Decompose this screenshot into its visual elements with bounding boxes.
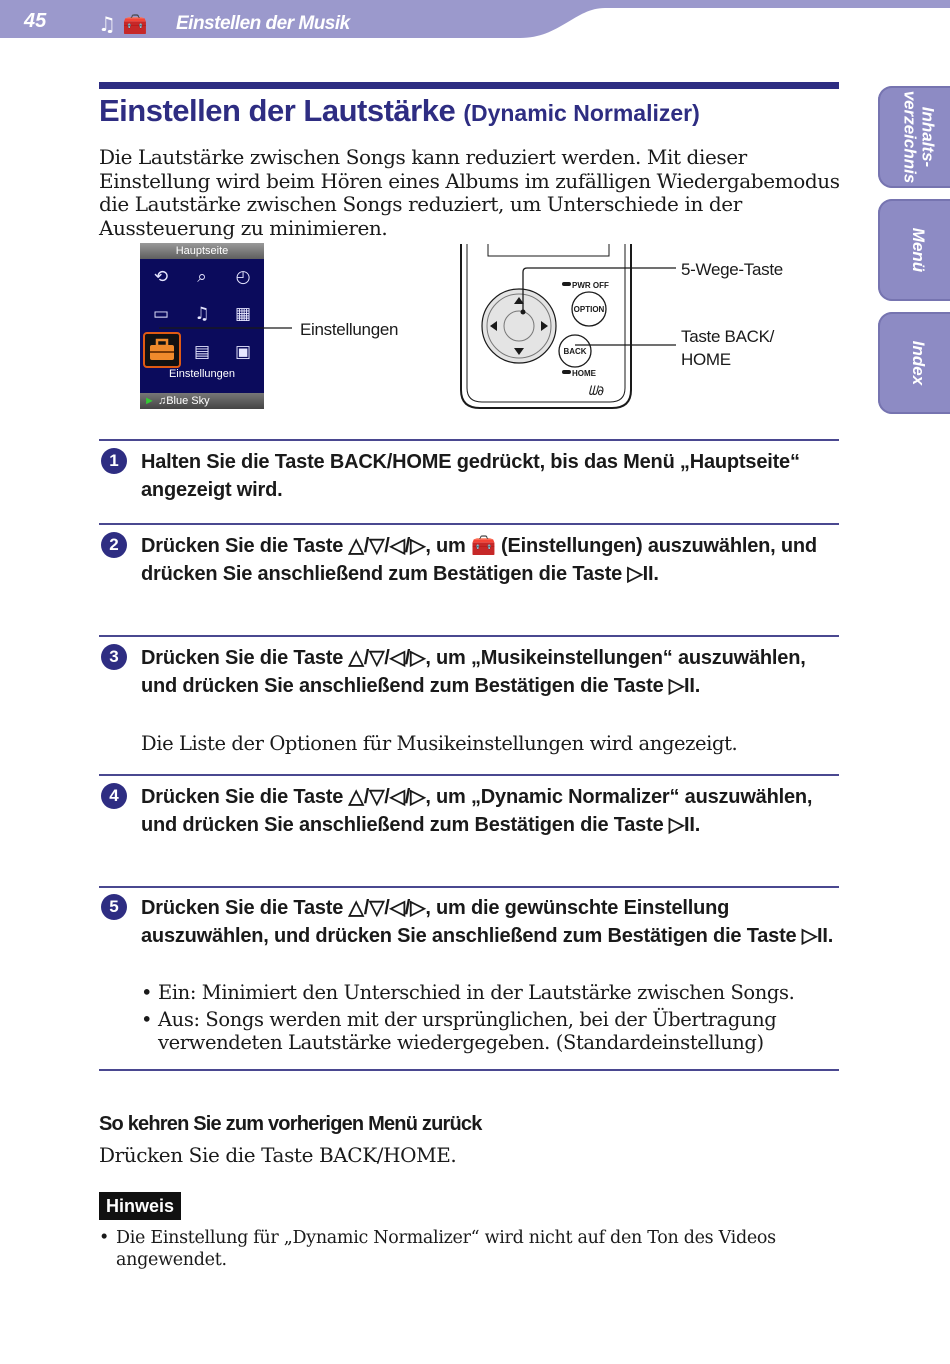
step-divider [99,886,839,888]
section-icons: ♫ 🧰 [98,12,148,36]
device-pwr-label: PWR OFF [572,281,609,290]
section-title: Einstellen der Musik [176,13,350,34]
title-main: Einstellen der Lautstärke [99,93,456,128]
note-bullet: • Die Einstellung für „Dynamic Normalizer“ wird nicht auf den Ton des Videos angewendet. [99,1227,799,1271]
callout-back-home-line1: Taste BACK/ [681,327,775,346]
title-rule [99,82,839,89]
callout-settings: Einstellungen [300,320,399,339]
document-icon: ▤ [193,342,211,362]
step-number: 1 [101,448,127,474]
back-text: Drücken Sie die Taste BACK/HOME. [99,1143,457,1167]
page-number: 45 [24,10,47,32]
step-4-text: Drücken Sie die Taste △/▽/◁/▷, um „Dynamic Normalizer“ auszuwählen, und drücken Sie anschließend zum Bestätigen die Taste ▷II. [141,786,813,836]
device-option-label: OPTION [573,305,605,314]
tab-inhaltsverzeichnis[interactable] [878,86,950,188]
clock-icon: ◴ [235,267,251,287]
step-number: 3 [101,644,127,670]
step-divider [99,635,839,637]
step-5-text: Drücken Sie die Taste △/▽/◁/▷, um die gewünschte Einstellung auszuwählen, und drücken Sie anschließend zum Bestätigen die Taste ▷II. [141,897,834,947]
note-badge: Hinweis [99,1192,181,1220]
shuffle-icon: ⟲ [153,267,169,287]
step-number: 5 [101,894,127,920]
step-divider [99,439,839,441]
callout-back-home-line2: HOME [681,350,731,369]
bullet-ein: Ein: Minimiert den Unterschied in der Lautstärke zwischen Songs. [158,981,795,1004]
page-title [99,93,700,129]
intro-paragraph: Die Lautstärke zwischen Songs kann reduziert werden. Mit dieser Einstellung wird beim Hören eines Albums im zufälligen Wiedergabemodus die Lautstärke zwischen Songs reduziert, um Unterschiede in der Aussteuerung zu minimieren. [99,145,840,240]
step-3-note: Die Liste der Optionen für Musikeinstellungen wird angezeigt. [141,732,738,755]
screen-selected-label: Einstellungen [168,368,236,380]
music-icon: ♫ [194,304,210,324]
title-sub: (Dynamic Normalizer) [463,100,700,126]
device-back-label: BACK [563,347,587,356]
step-number: 4 [101,783,127,809]
screen-header: Hauptseite [140,243,264,259]
back-heading: So kehren Sie zum vorherigen Menü zurück [99,1113,482,1135]
step-number: 2 [101,532,127,558]
tab-inhaltsverzeichnis-label: Inhalts- verzeichnis [900,90,938,184]
tab-index[interactable] [878,312,950,414]
device-home-label: HOME [572,369,596,378]
callout-5way-key: 5-Wege-Taste [681,260,783,279]
search-icon: ⌕ [197,267,207,287]
tab-menu[interactable] [878,199,950,301]
step-divider [99,1069,839,1071]
screen-footer-song: ♫Blue Sky [157,395,210,407]
photo-icon: ▭ [152,304,170,324]
play-indicator-icon: ► [144,395,155,407]
walkman-logo-icon: ᗯ∂ [588,384,605,399]
tab-index-label: Index [909,340,928,386]
step-divider [99,774,839,776]
list-item: • Aus: Songs werden mit der ursprünglichen, bei der Übertragung verwendeten Lautstärke wiedergegeben. (Standardeinstellung) [141,1008,841,1054]
step-2-text: Drücken Sie die Taste △/▽/◁/▷, um 🧰 (Einstellungen) auszuwählen, und drücken Sie anschließend zum Bestätigen die Taste ▷II. [141,535,817,585]
note-bullet-text: Die Einstellung für „Dynamic Normalizer“ wird nicht auf den Ton des Videos angewendet. [116,1228,776,1270]
list-item: • Ein: Minimiert den Unterschied in der Lautstärke zwischen Songs. [141,981,841,1004]
step-1-text: Halten Sie die Taste BACK/HOME gedrückt, bis das Menü „Hauptseite“ angezeigt wird. [141,451,800,501]
video-icon: ▦ [234,304,252,324]
bullet-aus: Aus: Songs werden mit der ursprünglichen, bei der Übertragung verwendeten Lautstärke wiedergegeben. (Standardeinstellung) [158,1008,777,1054]
playing-icon: ▣ [234,342,252,362]
tab-menu-label: Menü [908,227,928,273]
step-3-text: Drücken Sie die Taste △/▽/◁/▷, um „Musikeinstellungen“ auszuwählen, und drücken Sie anschließend zum Bestätigen die Taste ▷II. [141,647,806,697]
step-divider [99,523,839,525]
